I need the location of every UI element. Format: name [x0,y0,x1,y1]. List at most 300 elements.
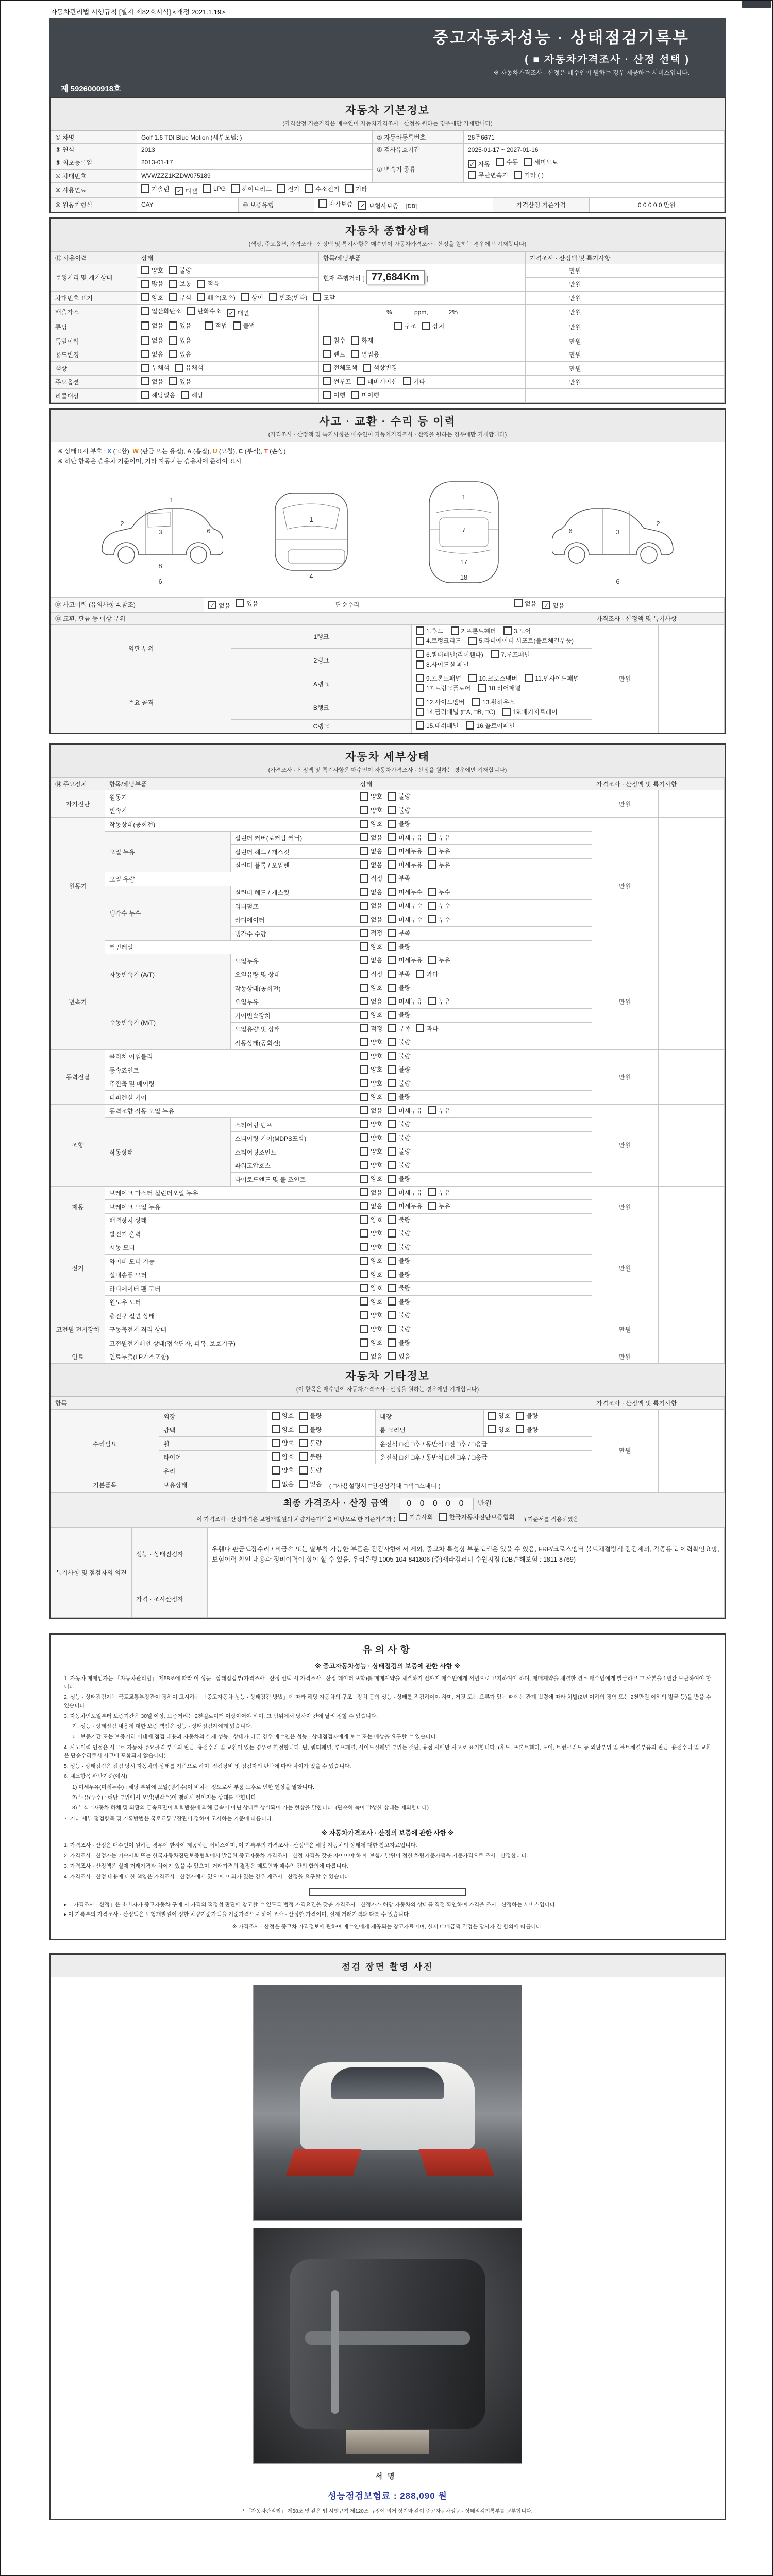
checkbox-label: 네비게이션 [367,378,397,385]
checkbox-option[interactable] [360,915,382,924]
checkbox-option[interactable] [360,901,382,910]
checkbox-option[interactable] [428,888,450,896]
checkbox-option[interactable] [203,184,226,193]
item-label: 작동상태(공회전) [105,818,356,832]
checkbox-option[interactable] [141,377,163,386]
checkbox-option[interactable] [360,1311,382,1319]
checkbox-label: 있음 [246,600,259,607]
legend-segment: (요철), [217,447,239,455]
checkbox [351,350,359,358]
checkbox-option[interactable] [236,599,258,608]
checkbox-label: 수소전기 [315,185,340,193]
checkbox-option[interactable] [388,1311,410,1319]
checkbox-option[interactable] [428,833,450,842]
checkbox-option[interactable] [360,1325,382,1333]
checkbox-option[interactable] [323,391,345,399]
checkbox-option[interactable] [399,1513,433,1521]
checkbox-option[interactable] [388,1079,410,1088]
checkbox-option[interactable] [388,1256,410,1265]
checkbox-option[interactable] [358,201,398,210]
part-options [412,648,592,672]
checkbox-label: 불량 [398,1134,411,1142]
checkbox-option[interactable] [313,293,335,302]
checkbox-option[interactable] [169,293,191,302]
checkbox-option[interactable] [231,184,272,193]
checkbox-option[interactable] [478,684,521,692]
checkbox-option[interactable] [360,1338,382,1347]
diagram-number: 1 [170,496,174,504]
checkbox-option[interactable] [299,1466,322,1475]
checkbox [428,1188,436,1196]
checkbox-label: 많음 [152,280,164,287]
checkbox-label: 17.트렁크플로어 [426,685,471,692]
checkbox-option[interactable] [360,983,382,992]
checkbox [360,1284,368,1292]
checkbox [169,321,177,330]
checkbox-option[interactable] [416,684,470,692]
checkbox-option[interactable] [466,721,515,730]
checkbox-option[interactable] [388,1052,410,1060]
checkbox-label: 매연 [237,310,249,317]
checkbox-option[interactable] [388,874,410,883]
checkbox [357,377,365,385]
checkbox-option[interactable] [351,336,373,345]
checkbox-option[interactable] [388,970,410,978]
checkbox-option[interactable] [351,350,379,359]
checkbox-option[interactable] [360,1010,382,1019]
misc-info-header [51,1364,725,1397]
checkbox-option[interactable] [360,1052,382,1060]
checkbox-option[interactable] [388,1174,410,1183]
checkbox-option[interactable] [388,1229,410,1238]
checkbox-option[interactable] [299,1480,322,1488]
checkbox [388,1093,396,1101]
checkbox-label: 미세누수 [398,916,423,923]
checkbox-option[interactable] [323,377,351,386]
checkbox-label: 없음 [282,1480,294,1488]
checkbox-option[interactable] [524,158,558,166]
subgroup-label: 오일 누유 [105,831,231,872]
checkbox-option[interactable] [516,1425,538,1434]
checkbox-option[interactable] [388,1201,422,1210]
legend-segment: X [107,447,112,455]
checkbox-option[interactable] [388,1024,410,1033]
state-options [356,1036,592,1050]
checkbox-option[interactable] [388,833,422,842]
checkbox-option[interactable] [428,1106,450,1115]
checkbox-option[interactable] [197,279,219,288]
checkbox-option[interactable] [360,1174,382,1183]
checkbox-option[interactable] [360,1215,382,1224]
opinion-row [51,1581,725,1617]
checkbox-option[interactable] [514,599,536,608]
checkbox-option[interactable] [360,1161,382,1170]
checkbox-option[interactable] [141,363,170,372]
checkbox-option[interactable] [233,321,255,330]
checkbox-option[interactable] [468,160,490,168]
checkbox-option[interactable] [360,860,382,869]
signature-footnote: * 「자동차관리법」 제58조 및 같은 법 시행규칙 제120조 규정에 의거 상기와 같이 중고자동차성능 · 상태점검기록부를 교부합니다. [242,2509,533,2515]
field-label: ⑥ 차대번호 [51,169,137,182]
checkbox-option[interactable] [299,1452,322,1461]
warranty-suffix: [DB] [406,203,417,209]
item-label: 변속기 [105,804,356,818]
checkbox-option[interactable] [514,171,544,179]
checkbox-option[interactable] [305,184,339,193]
checkbox [277,184,285,193]
checkbox-label: 없음 [371,834,383,841]
checkbox-option[interactable] [388,983,410,992]
device-label: 전기 [51,1227,105,1309]
checkbox-option[interactable] [360,792,382,801]
device-label: 조향 [51,1104,105,1186]
checkbox-option[interactable] [272,1425,294,1434]
checkbox [358,201,366,210]
checkbox-option[interactable] [428,846,450,855]
notice-item: 2. 성능 · 상태점검자는 국토교통부장관이 정하여 고시하는 「중고자동차 성능 · 상태점검 방법」에 따라 해당 자동차의 구조 · 장치 등의 성능 · 상태를 점검하여야 하며, 거짓 또는 오류가 있는 때에는 관계 법령에 따라 처벌(2년 이하의 징역 또는 2천만원 이하의 벌금 등)을 받을 수 있습니다. [64,1694,711,1709]
checkbox-option[interactable] [388,1106,422,1115]
checkbox-label: 없음 [525,600,537,607]
checkbox-option[interactable] [175,363,204,372]
checkbox-option[interactable] [363,363,397,372]
checkbox-option[interactable] [208,601,230,610]
checkbox-option[interactable] [272,1466,294,1475]
checkbox-option[interactable] [141,321,163,330]
checkbox-option[interactable] [388,901,422,910]
checkbox-option[interactable] [388,1092,410,1101]
checkbox [514,171,522,179]
checkbox-option[interactable] [388,806,410,815]
checkbox-option[interactable] [416,1024,438,1033]
checkbox-label: 양호 [371,1052,383,1060]
checkbox-label: 불량 [398,806,411,814]
checkbox-option[interactable] [360,1297,382,1306]
legend-segment: A [187,447,192,455]
checkbox-option[interactable] [357,377,397,386]
group-label: 기본품목 [51,1478,159,1492]
checkbox-option[interactable] [345,184,367,193]
table-row [51,144,725,156]
device-label: 제동 [51,1186,105,1227]
checkbox-label: 있음 [179,322,192,329]
checkbox-label: 없음 [371,1352,383,1360]
item-label: 작동상태(공회전) [230,981,356,995]
legend-segment: (교환), [111,447,133,455]
checkbox-option[interactable] [388,1215,410,1224]
checkbox-label: 양호 [371,1284,383,1292]
checkbox-option[interactable] [169,321,191,330]
checkbox-option[interactable] [388,846,422,855]
checkbox-option[interactable] [299,1425,322,1434]
checkbox-label: 불법 [243,322,255,329]
checkbox-option[interactable] [422,321,444,330]
checkbox-option[interactable] [141,307,181,315]
checkbox-option[interactable] [351,391,379,399]
checkbox-option[interactable] [241,293,263,302]
checkbox-option[interactable] [416,660,469,669]
checkbox-option[interactable] [141,336,163,345]
checkbox [428,1106,436,1114]
checkbox-option[interactable] [141,184,170,193]
checkbox-option[interactable] [272,1452,294,1461]
checkbox-label: 불량 [398,1216,411,1224]
checkbox-label: 양호 [371,1175,383,1183]
checkbox-label: 6.쿼터패널(리어휀다) [426,651,483,658]
checkbox-option[interactable] [468,171,508,179]
checkbox-option[interactable] [388,1010,410,1019]
checkbox [318,199,327,208]
checkbox-option[interactable] [141,350,163,359]
checkbox-option[interactable] [388,1297,410,1306]
group-label: 수리필요 [51,1410,159,1478]
checkbox-option[interactable] [416,698,465,706]
legend-note: ※ 하단 항목은 승용차 기준이며, 기타 자동차는 승용차에 준하여 표시 [58,457,242,465]
checkbox-option[interactable] [277,184,299,193]
checkbox-option[interactable] [360,1283,382,1292]
checkbox-option[interactable] [360,1201,382,1210]
checkbox-option[interactable] [360,819,382,828]
checkbox-option[interactable] [323,363,357,372]
checkbox-option[interactable] [141,293,163,302]
checkbox-option[interactable] [323,350,345,359]
checkbox [360,1161,368,1169]
checkbox-label: 누유 [438,1189,450,1196]
checkbox-label: 기술사회 [409,1514,433,1521]
checkbox [141,307,149,315]
checkbox-option[interactable] [439,1513,515,1521]
checkbox-option[interactable] [388,1243,410,1251]
checkbox-option[interactable] [416,626,443,635]
checkbox-option[interactable] [416,636,461,645]
checkbox-option[interactable] [388,1038,410,1046]
checkbox-option[interactable] [388,1133,410,1142]
mileage-row [51,264,725,278]
checkbox-option[interactable] [323,336,345,345]
checkbox-label: 없음 [371,861,383,869]
item-label: 발전기 출력 [105,1227,356,1241]
price-cell: 만원 [526,319,625,334]
checkbox-option[interactable] [388,1352,410,1361]
checkbox-option[interactable] [360,846,382,855]
checkbox-option[interactable] [542,601,564,610]
state-options [356,1049,592,1063]
checkbox-label: 가솔린 [152,185,170,193]
checkbox-option[interactable] [428,901,450,910]
checkbox-option[interactable] [388,792,410,801]
checkbox [360,806,368,814]
legend-segment: (판금 또는 용접), [138,447,188,455]
checkbox-label: 적정 [371,929,383,937]
checkbox-option[interactable] [388,1147,410,1156]
corner-badge[interactable] [742,1,771,8]
checkbox-option[interactable] [394,321,416,330]
notes-cell [658,624,725,733]
checkbox-option[interactable] [491,650,530,659]
checkbox-option[interactable] [360,1038,382,1046]
checkbox-option[interactable] [181,391,203,399]
checkbox [269,293,277,301]
checkbox-option[interactable] [428,1188,450,1197]
checkbox-option[interactable] [428,956,450,964]
checkbox-option[interactable] [169,377,191,386]
checkbox-option[interactable] [472,698,515,706]
checkbox-option[interactable] [388,928,410,937]
checkbox-option[interactable] [360,942,382,951]
item-label: 실린더 커버(로커암 커버) [230,831,356,845]
checkbox-option[interactable] [403,377,425,386]
checkbox-option[interactable] [187,307,221,315]
checkbox-option[interactable] [525,674,579,683]
checkbox-option[interactable] [416,674,461,683]
checkbox-option[interactable] [360,1106,382,1115]
checkbox-option[interactable] [388,942,410,951]
checkbox-option[interactable] [360,1120,382,1128]
checkbox-label: 없음 [371,1107,383,1114]
checkbox-option[interactable] [416,650,483,659]
checkbox-option[interactable] [388,1065,410,1074]
checkbox-option[interactable] [360,997,382,1006]
checkbox-option[interactable] [318,199,352,208]
legend-segment: C [238,447,243,455]
checkbox [141,377,149,385]
checkbox-option[interactable] [503,626,531,635]
checkbox [141,184,149,193]
checkbox-option[interactable] [299,1438,322,1447]
notice-item: 가. 성능 · 상태점검 내용에 대한 보증 책임은 성능 · 상태점검자에게 있습니다. [72,1723,253,1730]
checkbox [141,321,149,330]
checkbox-option[interactable] [488,1425,510,1434]
exchange-parts-table [51,612,725,734]
checkbox-option[interactable] [299,1411,322,1420]
checkbox-option[interactable] [272,1411,294,1420]
checkbox-label: 3.도어 [513,627,531,635]
final-price-unit: 만원 [477,1499,492,1508]
current-mileage: 현재 주행거리 [ 77,684Km ] [319,264,526,291]
checkbox [451,626,459,635]
checkbox-option[interactable] [388,888,422,896]
checkbox-option[interactable] [388,819,410,828]
checkbox-option[interactable] [416,970,438,978]
checkbox-option[interactable] [360,1352,382,1361]
checkbox [388,806,396,814]
checkbox-option[interactable] [272,1438,294,1447]
checkbox-option[interactable] [388,1270,410,1279]
checkbox-option[interactable] [428,1201,450,1210]
checkbox-option[interactable] [428,860,450,869]
row-label: 주행거리 및 계기상태 [51,264,137,291]
checkbox-option[interactable] [468,674,517,683]
checkbox-option[interactable] [388,1188,422,1197]
checkbox [141,391,149,399]
checkbox-option[interactable] [488,1411,510,1420]
checkbox-option[interactable] [502,707,557,716]
checkbox-option[interactable] [416,721,459,730]
checkbox-option[interactable] [169,336,191,345]
checkbox-option[interactable] [197,293,235,302]
checkbox-option[interactable] [360,1065,382,1074]
checkbox-label: 7.루프패널 [501,651,530,658]
checkbox-option[interactable] [141,391,175,399]
checkbox-option[interactable] [496,158,518,166]
checkbox-option[interactable] [428,915,450,924]
checkbox [169,350,177,358]
checkbox-option[interactable] [416,707,495,716]
checkbox-option[interactable] [388,1161,410,1170]
field-label: ② 자동차등록번호 [373,131,464,144]
checkbox-option[interactable] [360,1188,382,1197]
checkbox-option[interactable] [141,266,163,275]
checkbox [388,997,396,1005]
checkbox [169,293,177,301]
checkbox-option[interactable] [360,1229,382,1238]
checkbox-option[interactable] [360,1092,382,1101]
checkbox-option[interactable] [360,1270,382,1279]
diagram-number: 4 [309,572,313,580]
checkbox-option[interactable] [388,1325,410,1333]
checkbox-option[interactable] [388,1283,410,1292]
checkbox [208,601,216,609]
checkbox-option[interactable] [388,1120,410,1128]
checkbox [360,1202,368,1210]
checkbox-option[interactable] [388,915,422,924]
checkbox-option[interactable] [360,956,382,964]
checkbox-option[interactable] [388,860,422,869]
checkbox-option[interactable] [388,1338,410,1347]
checkbox-option[interactable] [360,833,382,842]
checkbox-option[interactable] [360,806,382,815]
checkbox-option[interactable] [516,1411,538,1420]
checkbox-option[interactable] [451,626,496,635]
checkbox-option[interactable] [360,1256,382,1265]
checkbox [197,293,205,301]
checkbox-option[interactable] [169,279,191,288]
checkbox-option[interactable] [360,1133,382,1142]
checkbox-label: 8.사이드실 패널 [426,661,469,669]
checkbox-option[interactable] [360,1147,382,1156]
checkbox-option[interactable] [205,321,227,330]
checkbox-option[interactable] [388,956,422,964]
checkbox-option[interactable] [360,888,382,896]
checkbox-option[interactable] [272,1480,294,1488]
checkbox-label: 양호 [282,1467,294,1475]
checkbox-option[interactable] [141,279,163,288]
notice-item: 3) 부식 : 자동차 하체 및 외판의 금속표면이 화학반응에 의해 금속이 아닌 상태로 상실되어 가는 현상을 말합니다. (단순히 녹이 발생한 상태는 제외합니다) [72,1805,429,1811]
checkbox-option[interactable] [175,187,197,195]
checkbox-label: 적정 [371,875,383,883]
checkbox-option[interactable] [169,266,191,275]
checkbox-option[interactable] [227,309,249,317]
checkbox-option[interactable] [388,997,422,1006]
checkbox-option[interactable] [360,928,382,937]
checkbox-option[interactable] [428,997,450,1006]
checkbox-option[interactable] [360,1079,382,1088]
legend-segment: U [212,447,217,455]
item-label: 배력장치 상태 [105,1213,356,1227]
checkbox-label: 양호 [371,1325,383,1333]
checkbox-option[interactable] [360,1243,382,1251]
checkbox-option[interactable] [269,293,307,302]
photo-section-title: 점검 장면 촬영 사진 [51,1955,725,1977]
checkbox-option[interactable] [169,350,191,359]
checkbox-label: 불량 [398,1325,411,1333]
checkbox-option[interactable] [360,874,382,883]
section-title: 자동차 세부상태 [345,751,430,764]
checkbox [272,1466,280,1475]
checkbox-option[interactable] [468,636,574,645]
checkbox [323,377,331,385]
checkbox-option[interactable] [360,1024,382,1033]
checkbox-option[interactable] [360,970,382,978]
